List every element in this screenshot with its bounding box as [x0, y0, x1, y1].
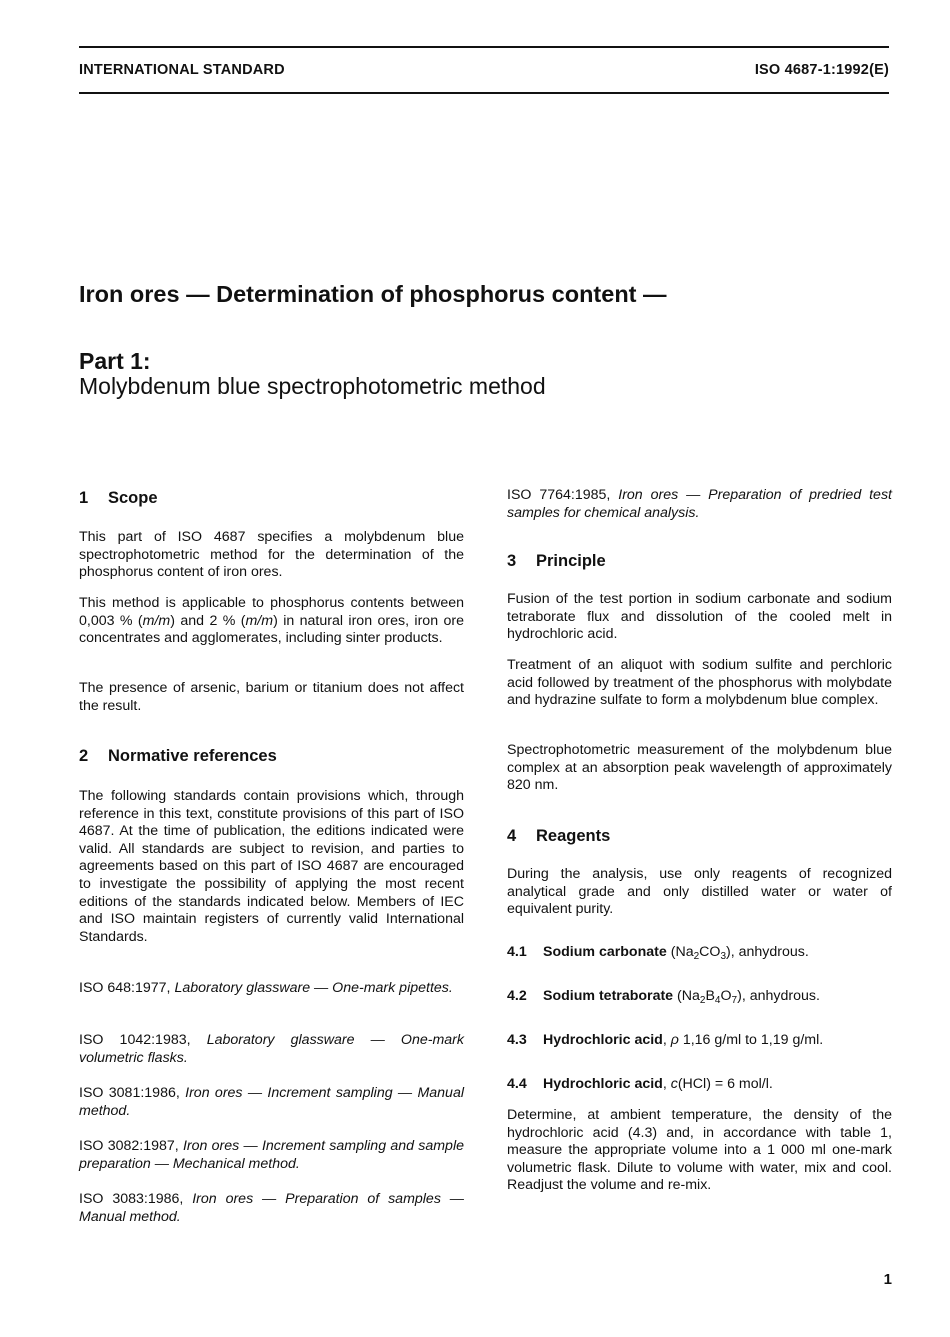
principle-paragraph-2: Treatment of an aliquot with sodium sulfite and perchloric acid followed by treatment of the phosphorus with molybdate and hydrazine sulfate to form a molybdenum blue complex.	[507, 657, 892, 709]
principle-paragraph-1: Fusion of the test portion in sodium carbonate and sodium tetraborate flux and dissolution of the cooled melt in hydrochloric acid.	[507, 591, 892, 643]
page-number: 1	[883, 1271, 892, 1288]
normative-intro: The following standards contain provisions which, through reference in this text, constitute provisions of this part of ISO 4687. At the time of publication, the editions indicated were valid. All standards are subject to revision, and parties to agreements based on this part of ISO 4687 are encouraged to investigate the possibility of applying the most recent editions of the standards indicated below. Members of IEC and ISO maintain registers of currently valid International Standards.	[79, 788, 464, 945]
reagent-item: 4.1 Sodium carbonate $(Na_2CO_3)$, anhydrous.	[507, 944, 809, 962]
document-type: INTERNATIONAL STANDARD	[79, 62, 285, 78]
reagent-item: 4.2 Sodium tetraborate $(Na_2B_4O_7)$, anhydrous.	[507, 988, 820, 1006]
reagents-intro: During the analysis, use only reagents of recognized analytical grade and only distilled water or water of equivalent purity.	[507, 866, 892, 918]
section-normative-heading: 2 Normative references	[79, 747, 277, 765]
reagent-item: 4.4 Hydrochloric acid, c(HCl) = 6 mol/l.	[507, 1076, 773, 1092]
header-top-rule	[79, 46, 889, 48]
reference-item: ISO 3083:1986, Iron ores — Preparation of samples — Manual method.	[79, 1191, 464, 1225]
reference-item: ISO 1042:1983, Laboratory glassware — One-mark volumetric flasks.	[79, 1032, 464, 1066]
header-bottom-rule	[79, 92, 889, 94]
part-label: Part 1:	[79, 348, 151, 374]
scope-paragraph-2: This method is applicable to phosphorus contents between 0,003 % (m/m) and 2 % (m/m) in natural iron ores, iron ore concentrates and agglomerates, including sinter products.	[79, 595, 464, 647]
part-subtitle: Molybdenum blue spectrophotometric method	[79, 373, 546, 399]
section-principle-heading: 3 Principle	[507, 552, 606, 570]
reagent-item: 4.3 Hydrochloric acid, ρ 1,16 g/ml to 1,19 g/ml.	[507, 1032, 824, 1048]
document-number: ISO 4687-1:1992(E)	[754, 62, 889, 78]
reference-item: ISO 3082:1987, Iron ores — Increment sampling and sample preparation — Mechanical method.	[79, 1138, 464, 1172]
principle-paragraph-3: Spectrophotometric measurement of the molybdenum blue complex at an absorption peak wavelength of approximately 820 nm.	[507, 742, 892, 794]
reference-item: ISO 648:1977, Laboratory glassware — One-mark pipettes.	[79, 980, 453, 996]
reagents-dilution-paragraph: Determine, at ambient temperature, the density of the hydrochloric acid (4.3) and, in accordance with table 1, measure the appropriate volume into a 1 000 ml one-mark volumetric flask. Dilute to volume with water, mix and cool. Readjust the volume and re-mix.	[507, 1107, 892, 1194]
section-scope-heading: 1 Scope	[79, 489, 158, 507]
reference-item: ISO 3081:1986, Iron ores — Increment sampling — Manual method.	[79, 1085, 464, 1119]
section-reagents-heading: 4 Reagents	[507, 827, 611, 845]
document-title: Iron ores — Determination of phosphorus content —	[79, 281, 667, 307]
reference-item: ISO 7764:1985, Iron ores — Preparation of predried test samples for chemical analysis.	[507, 487, 892, 521]
scope-paragraph-1: This part of ISO 4687 specifies a molybdenum blue spectrophotometric method for the determination of the phosphorus content of iron ores.	[79, 529, 464, 581]
scope-paragraph-3: The presence of arsenic, barium or titanium does not affect the result.	[79, 680, 464, 714]
